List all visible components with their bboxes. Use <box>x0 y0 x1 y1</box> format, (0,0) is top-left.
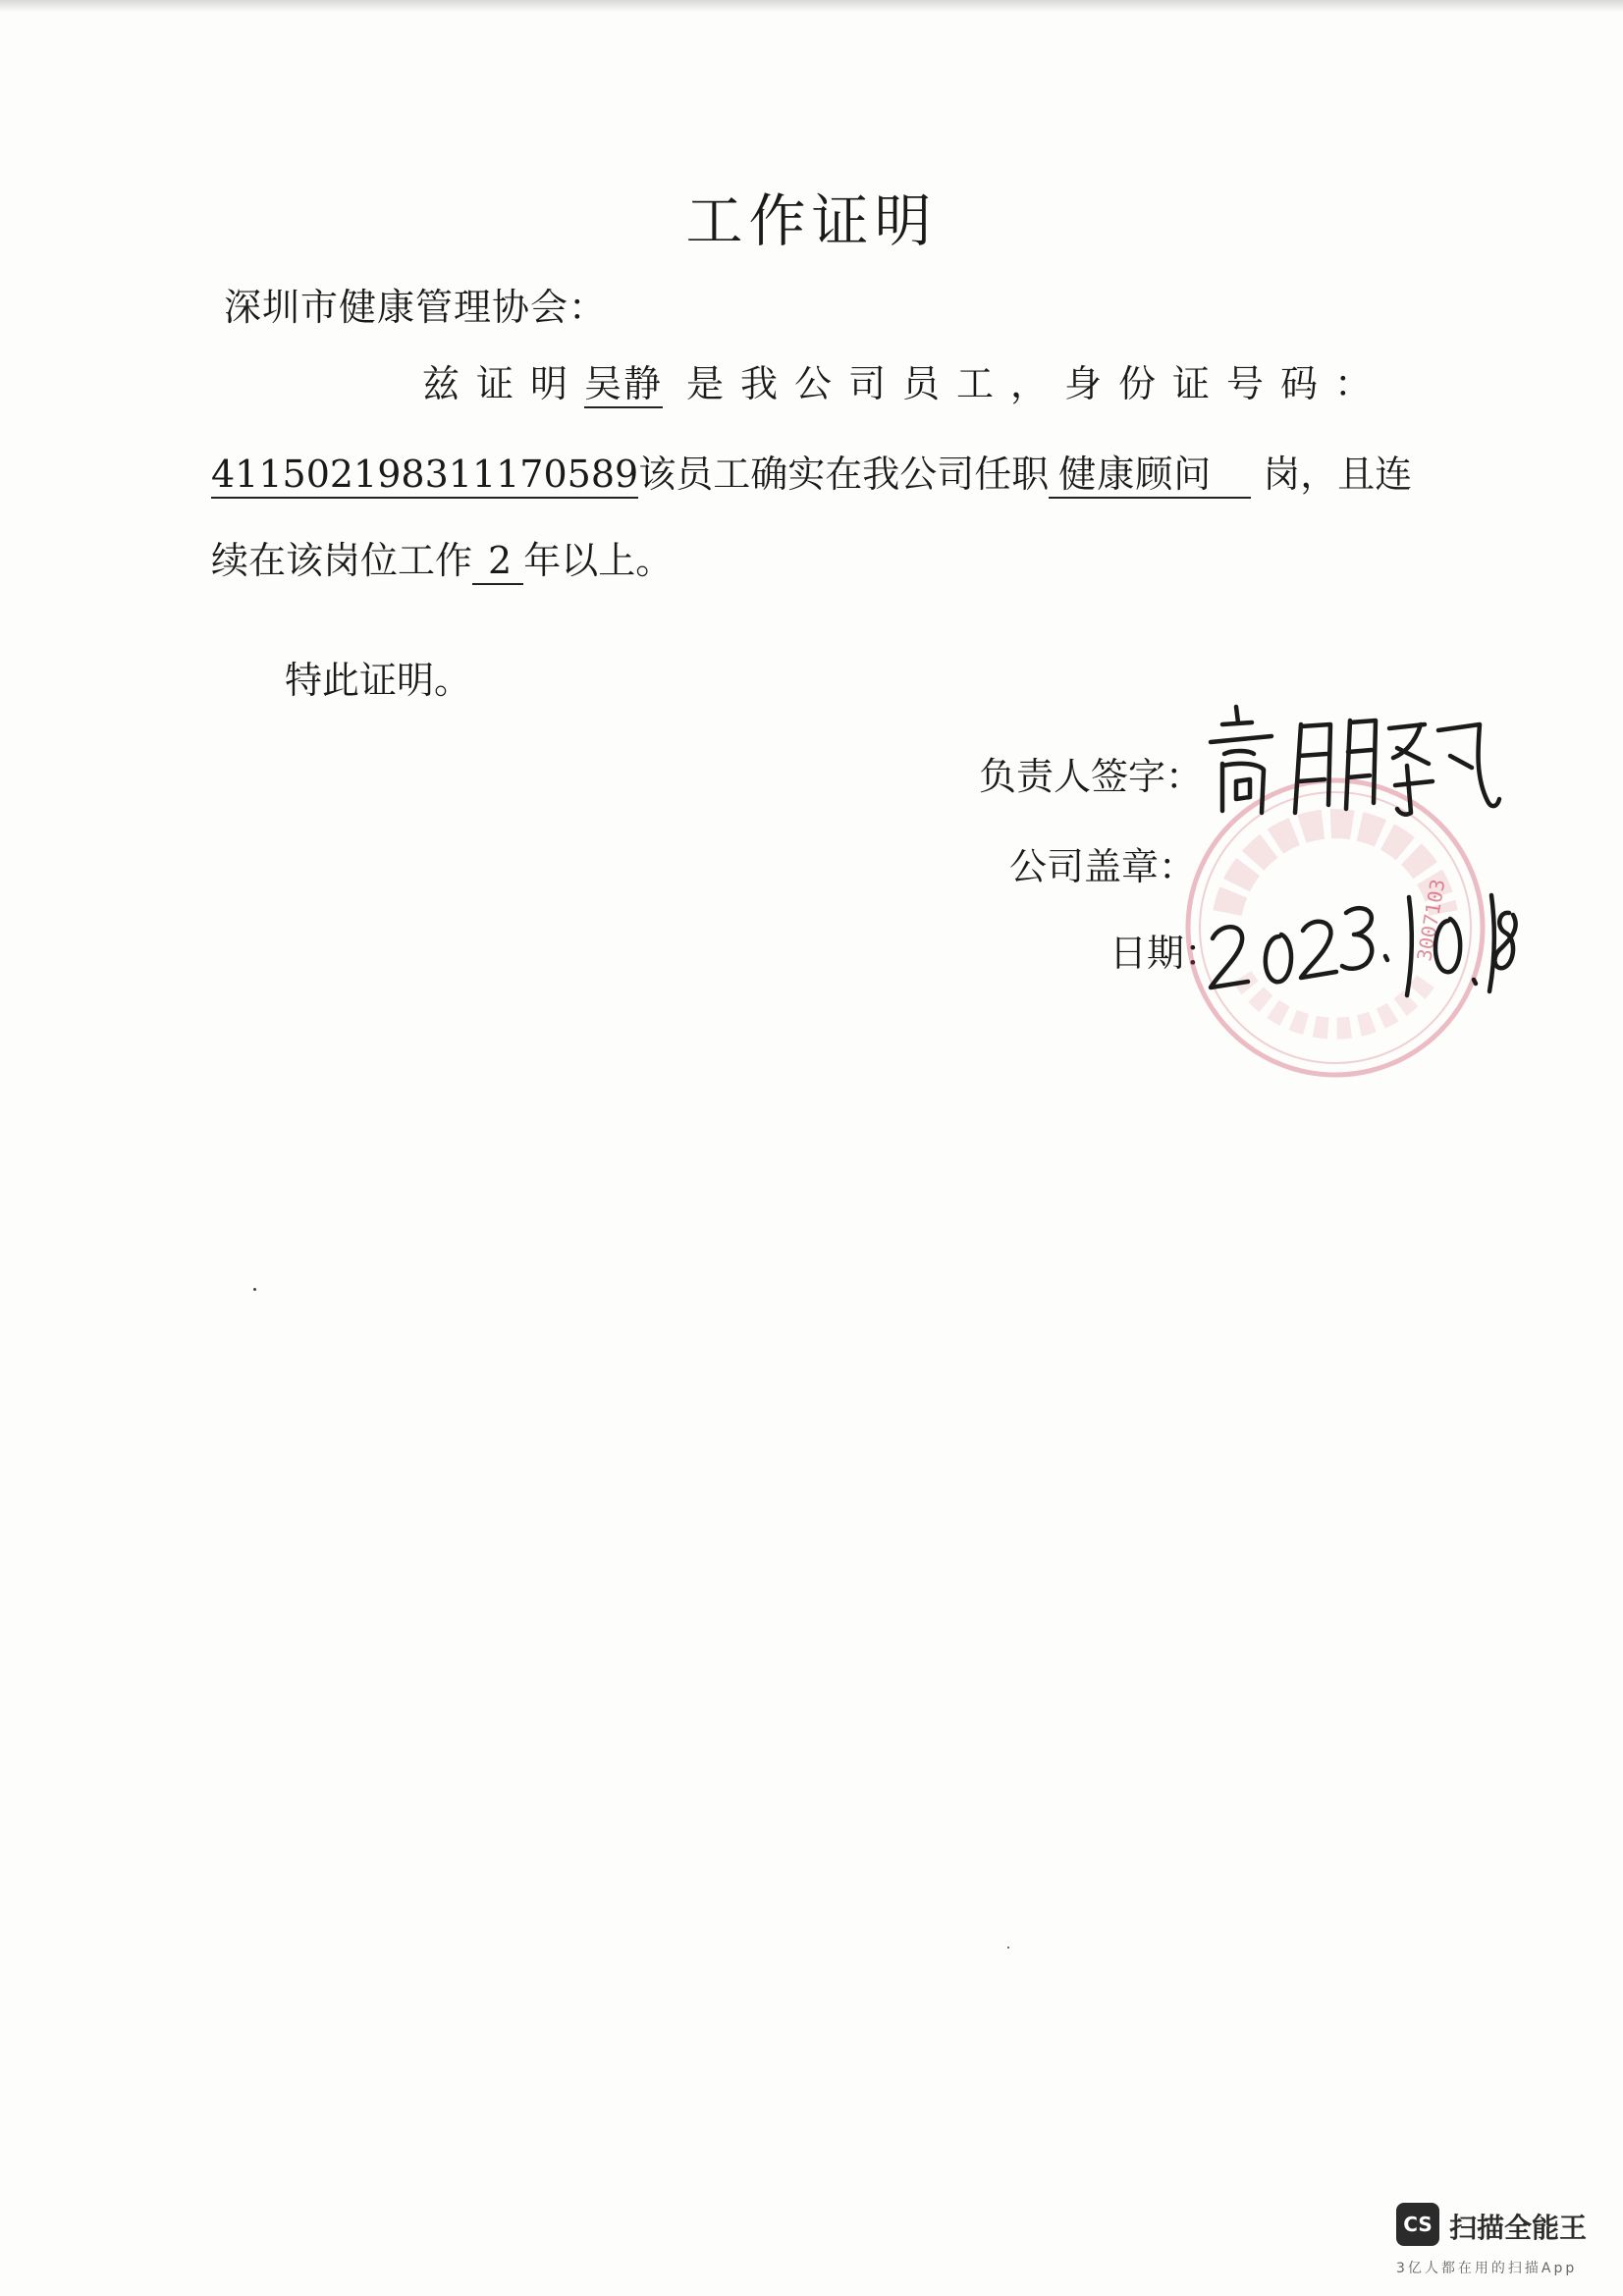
handwritten-signature <box>1193 695 1507 832</box>
paragraph-line-1 <box>422 353 1388 407</box>
employment-statement: 该员工确实在我公司任职 <box>638 453 1050 496</box>
watermark-tagline: 3亿人都在用的扫描App <box>1396 2261 1578 2276</box>
document-title: 工作证明 <box>685 187 938 254</box>
position-suffix: 岗，且连 <box>1263 453 1413 496</box>
seal-label: 公司盖章： <box>1009 845 1197 888</box>
seal-number: 3007103 <box>1412 877 1450 963</box>
watermark-brand: 扫描全能王 <box>1449 2212 1588 2244</box>
id-number: 411502198311170589 <box>211 453 638 499</box>
tenure-suffix: 年以上。 <box>523 539 674 582</box>
paragraph-line-2 <box>211 444 1412 498</box>
scan-top-edge <box>0 0 1623 12</box>
scan-speck <box>1007 1947 1009 1949</box>
camscanner-logo-icon: CS <box>1396 2203 1439 2246</box>
handwritten-date <box>1203 874 1527 1011</box>
signature-label: 负责人签字： <box>979 755 1204 798</box>
scan-speck <box>253 1288 256 1291</box>
employee-name: 吴静 <box>584 362 663 408</box>
employee-statement: 是我公司员工，身份证号码： <box>686 362 1389 405</box>
date-label: 日期： <box>1109 932 1222 975</box>
position-title: 健康顾问 <box>1049 453 1251 499</box>
salutation: 深圳市健康管理协会： <box>224 286 608 329</box>
certify-prefix: 兹证明 <box>422 362 585 405</box>
scanner-watermark <box>1396 2203 1602 2281</box>
tenure-years: 2 <box>472 539 523 585</box>
tenure-prefix: 续在该岗位工作 <box>211 539 473 582</box>
closing-statement: 特此证明。 <box>285 659 472 702</box>
paragraph-line-3 <box>211 530 673 584</box>
